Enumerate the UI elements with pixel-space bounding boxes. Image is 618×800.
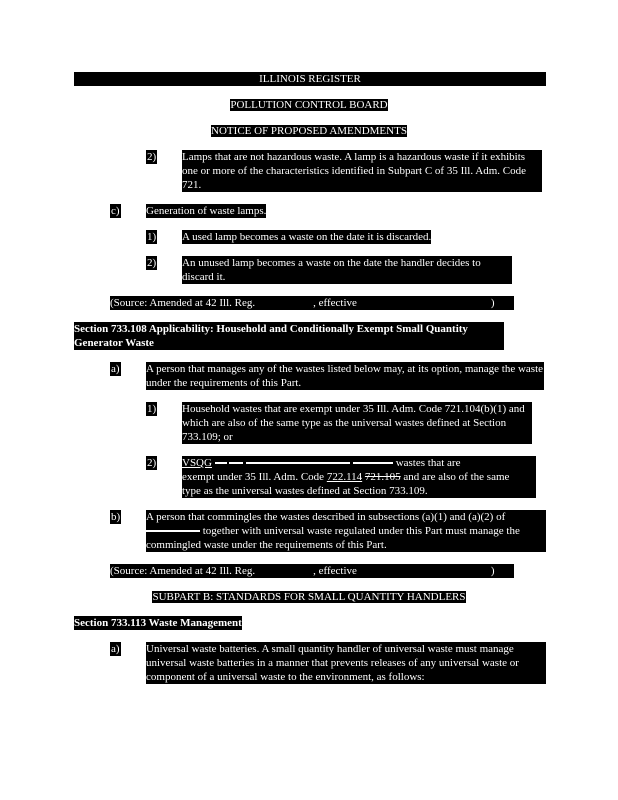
- redacted-text: [353, 462, 393, 464]
- register-title: ILLINOIS REGISTER: [74, 72, 546, 86]
- paragraph-used-lamp: A used lamp becomes a waste on the date it is discarded.: [182, 231, 432, 243]
- a2-line2-start: exempt under 35 Ill. Adm. Code: [182, 471, 325, 483]
- item-number: 1): [147, 231, 157, 243]
- item-number: c): [111, 205, 120, 217]
- source-prefix: (Source: Amended at 42 Ill. Reg.: [110, 565, 256, 577]
- redacted-text: [215, 462, 227, 464]
- redacted-text: [146, 530, 200, 532]
- notice-header: [0, 124, 618, 138]
- redacted-text: [246, 462, 350, 464]
- section-113-title: Section 733.113 Waste Management: [74, 617, 242, 629]
- b-line1: A person that commingles the wastes described in subsections (a)(1) and (a)(2) of: [146, 511, 506, 523]
- board-header: [0, 98, 618, 112]
- subpart-title: SUBPART B: STANDARDS FOR SMALL QUANTITY HANDLERS: [152, 591, 466, 603]
- notice-title: NOTICE OF PROPOSED AMENDMENTS: [211, 125, 407, 137]
- source-close: ): [490, 565, 495, 577]
- a2-tail: wastes that are: [395, 457, 461, 469]
- a2-line3: type as the universal wastes defined at Section 733.109.: [182, 485, 428, 497]
- source-note: [110, 296, 514, 310]
- source-prefix: (Source: Amended at 42 Ill. Reg.: [110, 297, 256, 309]
- item-number: a): [111, 363, 120, 375]
- paragraph-113a: Universal waste batteries. A small quantity handler of universal waste must manage universal waste batteries in a manner that prevents releases of any universal waste or component of a universal waste to the environment, as follows:: [146, 642, 546, 684]
- source-note: [110, 564, 514, 578]
- item-number: 2): [147, 151, 157, 163]
- item-number: 1): [147, 403, 157, 415]
- deleted-citation: 721.105: [364, 471, 401, 483]
- item-number: a): [111, 643, 120, 655]
- paragraph-108a1: Household wastes that are exempt under 35 Ill. Adm. Code 721.104(b)(1) and which are also of the same type as the universal wastes defined at Section 733.109; or: [182, 402, 532, 444]
- redacted-text: [229, 462, 243, 464]
- item-number: b): [111, 511, 121, 523]
- item-number: 2): [147, 257, 157, 269]
- b-line2: together with universal waste regulated under this Part must manage the: [202, 525, 520, 537]
- paragraph-108a2: [182, 456, 536, 498]
- source-effective: , effective: [313, 297, 357, 309]
- register-header: [74, 72, 546, 86]
- b-line3: commingled waste under the requirements of this Part.: [146, 539, 387, 551]
- source-effective: , effective: [313, 565, 357, 577]
- subpart-heading: [0, 590, 618, 604]
- a2-line2-end: and are also of the same: [403, 471, 510, 483]
- board-title: POLLUTION CONTROL BOARD: [230, 99, 388, 111]
- inserted-citation: 722.114: [326, 471, 363, 483]
- paragraph-108a: A person that manages any of the wastes listed below may, at its option, manage the waste under the requirements of this Part.: [146, 363, 544, 389]
- paragraph-108b: [146, 510, 546, 552]
- source-close: ): [490, 297, 495, 309]
- section-108-title: Section 733.108 Applicability: Household and Conditionally Exempt Small Quantity Generator Waste: [74, 322, 504, 350]
- item-number: 2): [147, 457, 157, 469]
- paragraph-lamps-not-hazardous: Lamps that are not hazardous waste. A lamp is a hazardous waste if it exhibits one or more of the characteristics identified in Subpart C of 35 Ill. Adm. Code 721.: [182, 150, 542, 192]
- paragraph-unused-lamp: An unused lamp becomes a waste on the date the handler decides to discard it.: [182, 256, 512, 284]
- vsqg-term: VSQG: [182, 457, 212, 469]
- paragraph-generation: Generation of waste lamps.: [146, 205, 267, 217]
